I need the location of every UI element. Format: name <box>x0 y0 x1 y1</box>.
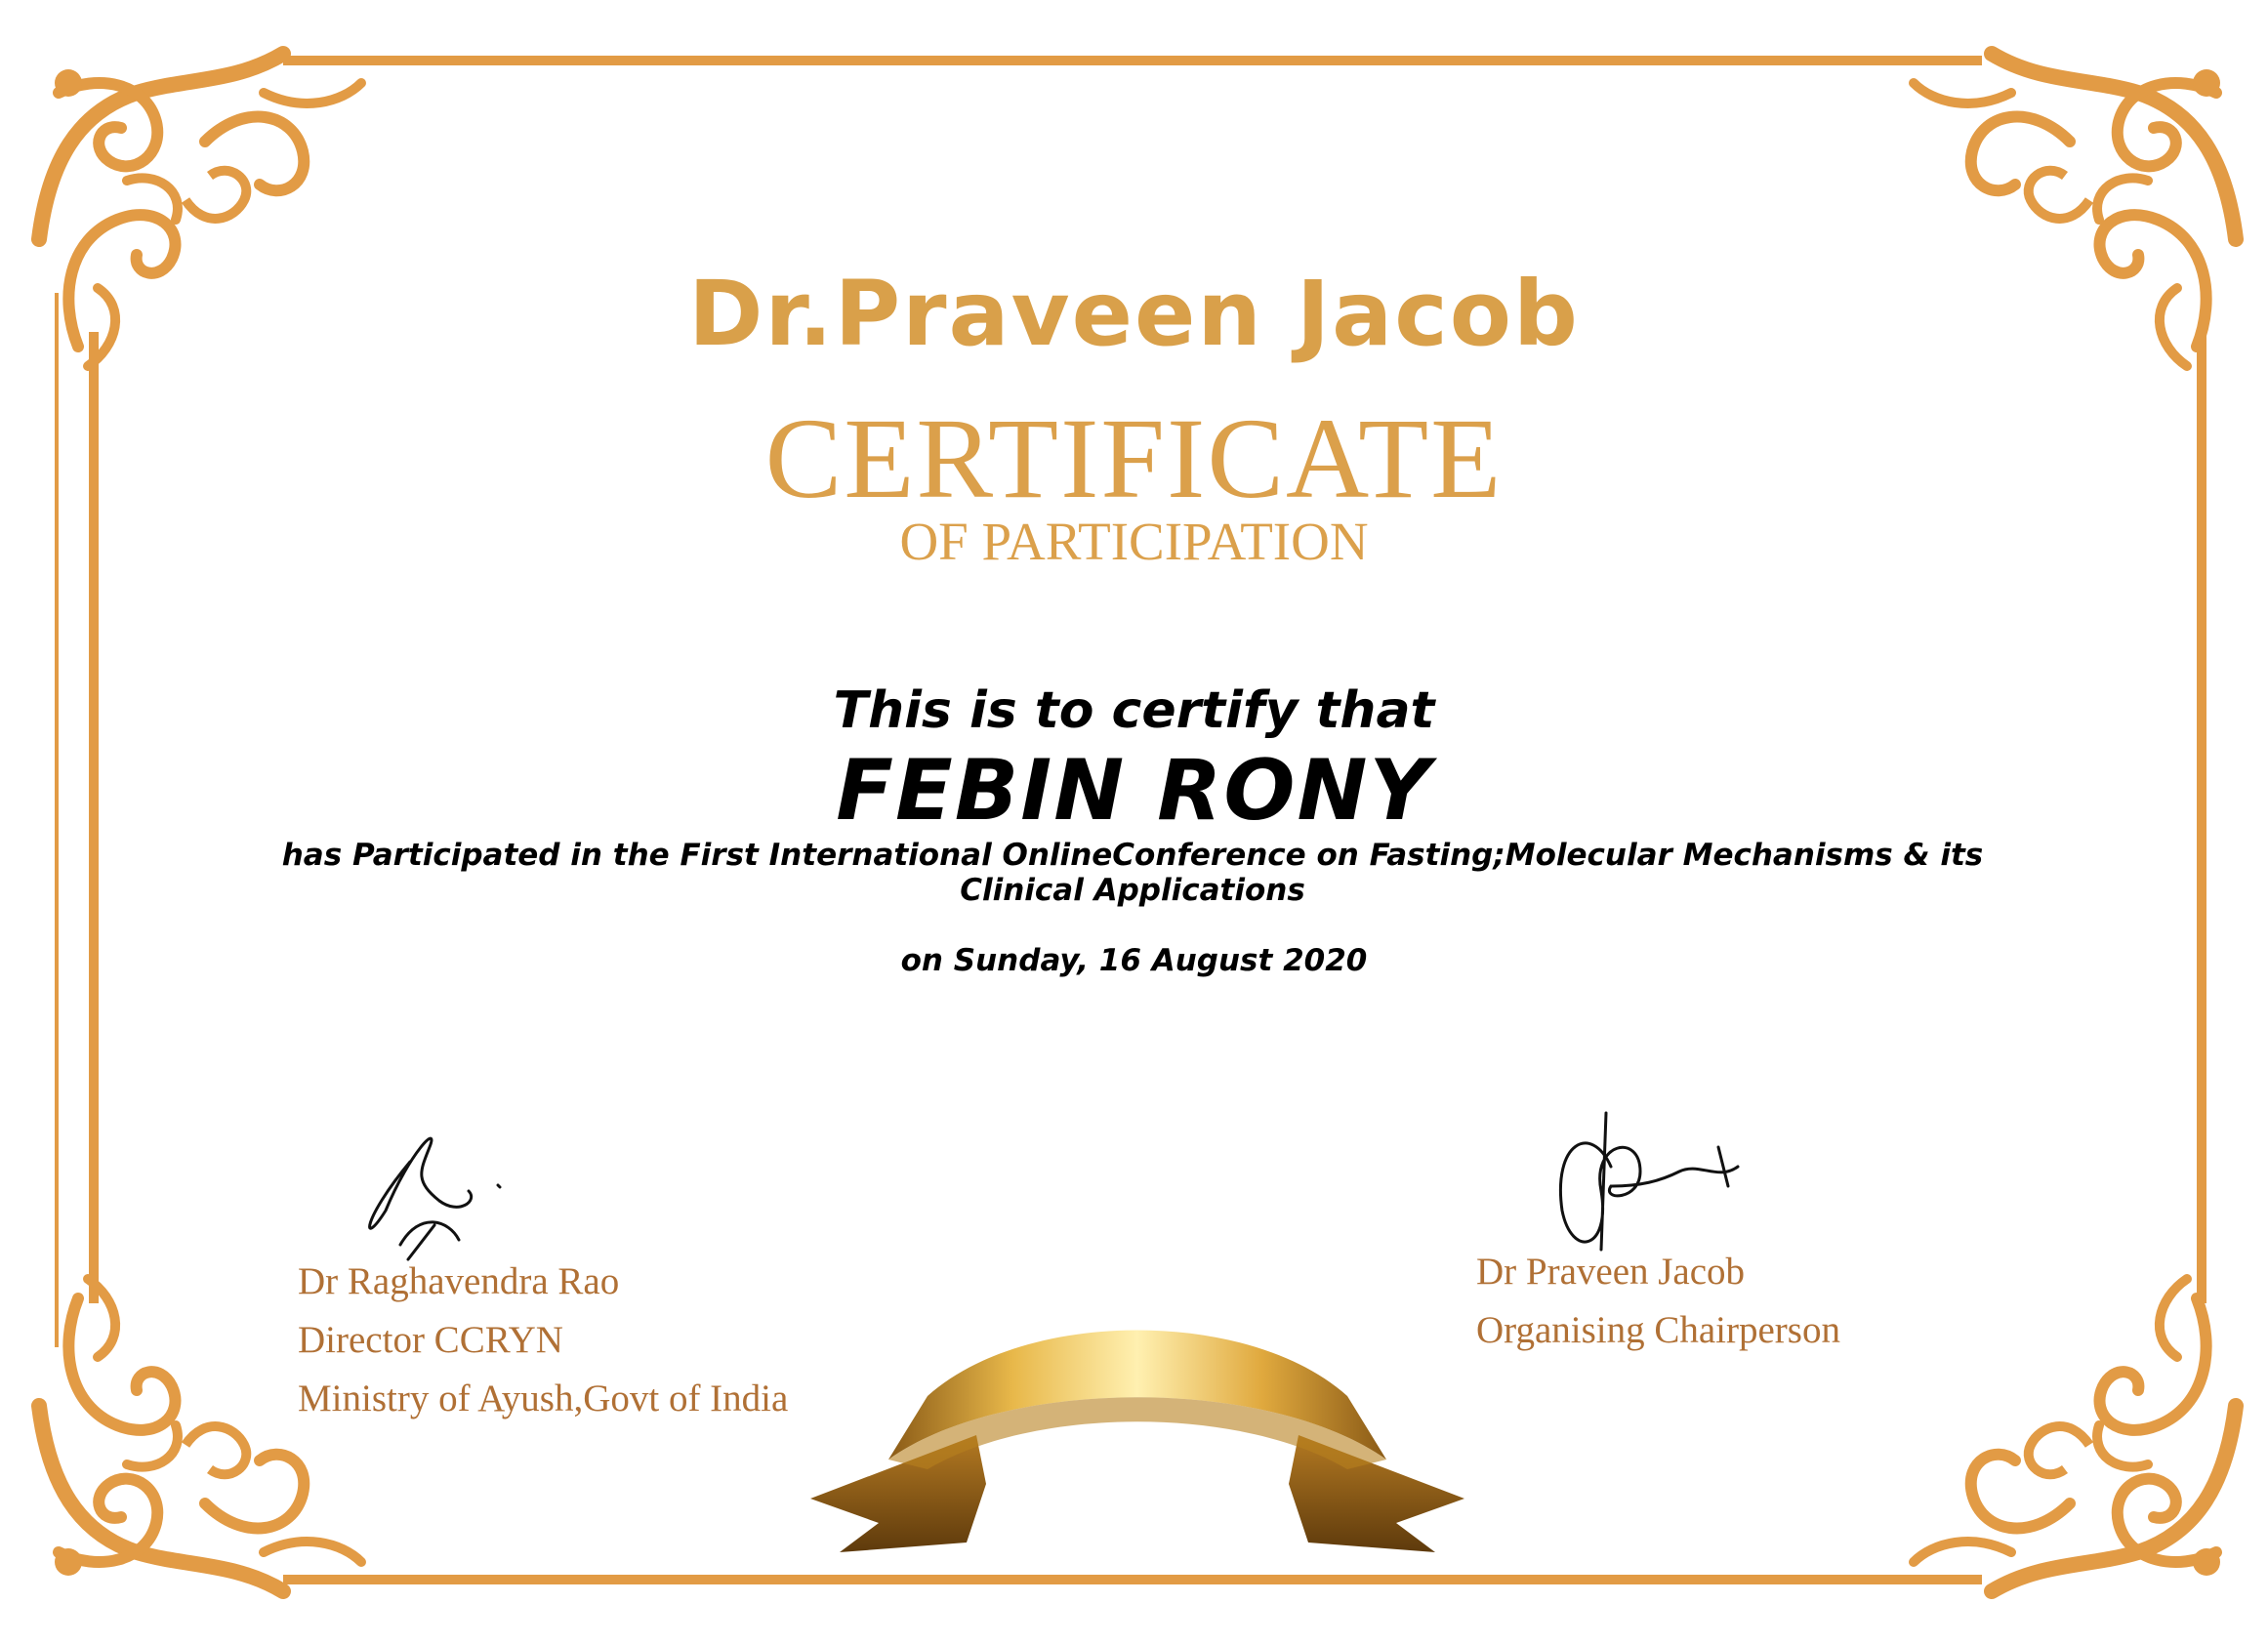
participation-description: has Participated in the First International OnlineConference on Fasting;Molecular Mechanisms & its Clinical Applications <box>281 838 1984 908</box>
recipient-name: FEBIN RONY <box>836 742 1432 840</box>
signature-icon <box>370 1138 500 1259</box>
certificate-subtitle: OF PARTICIPATION <box>899 512 1369 571</box>
signatory-1-name: Dr Raghavendra Rao <box>298 1260 620 1302</box>
signature-icon <box>1560 1113 1738 1250</box>
event-date: on Sunday, 16 August 2020 <box>900 943 1368 978</box>
ribbon-banner-icon <box>810 1331 1464 1553</box>
corner-ornament-icon <box>1914 1279 2236 1591</box>
organizer-logo-text: Dr.Praveen Jacob <box>688 262 1580 366</box>
certificate-title: CERTIFICATE <box>764 394 1504 522</box>
signatory-1-affiliation: Ministry of Ayush,Govt of India <box>298 1378 789 1419</box>
signatory-1-role: Director CCRYN <box>298 1319 563 1361</box>
signatory-2-name: Dr Praveen Jacob <box>1476 1251 1746 1293</box>
signatory-2-role: Organising Chairperson <box>1476 1309 1840 1351</box>
certify-intro: This is to certify that <box>833 681 1435 740</box>
